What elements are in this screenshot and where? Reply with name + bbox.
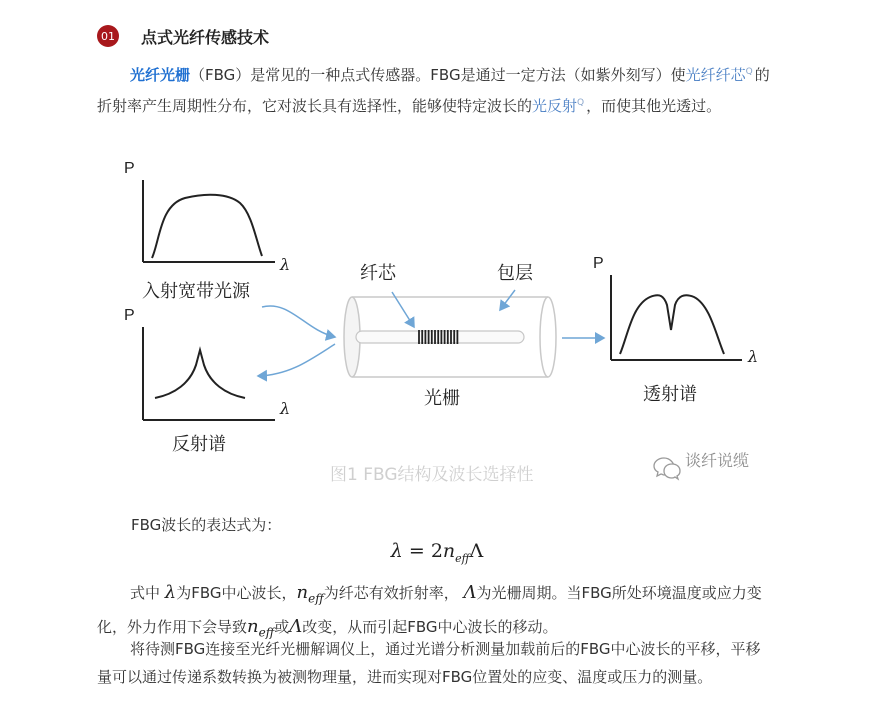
fiber-core-link[interactable]: 光纤纤芯 [685, 66, 746, 84]
reflection-arrow [258, 344, 335, 376]
variables-paragraph: 式中 λ为FBG中心波长，$n_{eff}$为纤芯有效折射率， Λ为光栅周期。当FBG所处环境温度或应力变化，外力作用下会导致$n_{eff}$或Λ改变，从而引起FBG中心波长的移动。 [97, 582, 762, 640]
transmission-spectrum-plot [593, 255, 758, 405]
search-icon: Q [745, 67, 753, 77]
grating-lines [419, 330, 457, 344]
input-arrow [262, 306, 335, 337]
reflection-label: 反射谱 [172, 434, 226, 455]
axis-label-lambda: λ [748, 347, 759, 366]
incident-label: 入射宽带光源 [142, 281, 250, 302]
equation-intro: FBG波长的表达式为： [131, 516, 282, 534]
watermark [654, 451, 749, 479]
cladding-pointer [500, 290, 515, 310]
measurement-paragraph: 将待测FBG连接至光纤光栅解调仪上，通过光谱分析测量加载前后的FBG中心波长的平移，平移量可以通过传递系数转换为被测物理量，进而实现对FBG位置处的应变、温度或压力的测量。 [97, 640, 761, 686]
fiber-diagram [344, 263, 556, 409]
cladding-back [540, 297, 556, 377]
incident-spectrum-plot [124, 160, 290, 302]
bragg-equation: $\lambda = 2n_{eff}\Lambda$ [390, 540, 484, 565]
watermark-text: 谈纤说缆 [685, 451, 750, 470]
transmission-label: 透射谱 [643, 384, 697, 405]
axis-label-lambda: λ [280, 255, 291, 274]
fbg-term-link[interactable]: 光纤光栅 [130, 66, 191, 84]
section-heading [97, 24, 269, 48]
section-number-badge: 01 [97, 25, 119, 47]
cladding-label: 包层 [497, 263, 533, 284]
search-icon: Q [577, 98, 585, 108]
broadband-curve [152, 195, 262, 258]
grating-label: 光栅 [424, 388, 460, 409]
axis-label-p: P [593, 255, 604, 272]
wechat-icon-bubble [664, 464, 680, 479]
axis-label-lambda: λ [280, 399, 291, 418]
transmission-dip-curve [620, 295, 724, 354]
intro-paragraph: 光纤光栅（FBG）是常见的一种点式传感器。FBG是通过一定方法（如紫外刻写）使光纤纤芯$^Q$ 的折射率产生周期性分布，它对波长具有选择性，能够使特定波长的光反射$^Q$ ，而使其他光透过。 [97, 66, 770, 115]
fbg-figure [0, 140, 874, 500]
axis-label-p: P [124, 307, 135, 324]
figure-caption: 图1 FBG结构及波长选择性 [330, 465, 534, 485]
fiber-core [356, 331, 524, 343]
reflection-spectrum-plot [124, 307, 290, 455]
light-reflection-link[interactable]: 光反射 [532, 97, 578, 115]
section-title: 点式光纤传感技术 [141, 27, 270, 47]
reflection-peak-curve [155, 350, 245, 398]
axis-label-p: P [124, 160, 135, 177]
core-label: 纤芯 [360, 263, 396, 284]
